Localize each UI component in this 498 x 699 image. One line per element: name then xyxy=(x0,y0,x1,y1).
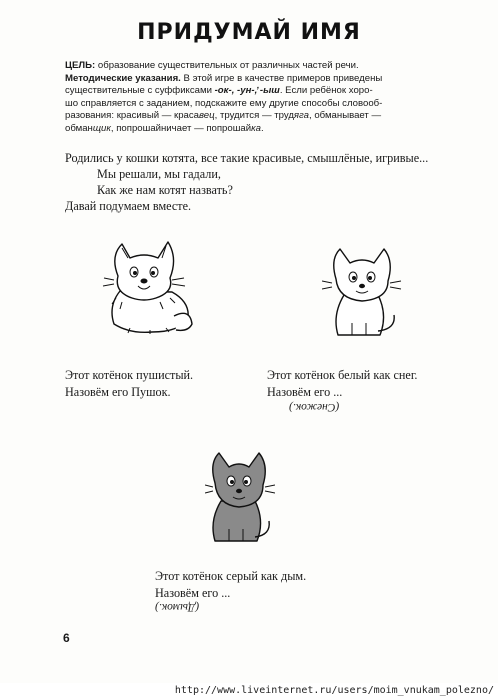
poem-block xyxy=(65,150,465,214)
suffix-ka: ка xyxy=(251,122,261,134)
cat-2-caption xyxy=(267,367,417,401)
example-obmanshchik: обман xyxy=(65,122,93,134)
example-obman: , обманывает — xyxy=(309,110,382,122)
page-title: ПРИДУМАЙ ИМЯ xyxy=(137,20,361,45)
method-text: В этой игре в качестве примеров приведены xyxy=(180,72,383,84)
cat-3-caption xyxy=(155,568,306,602)
method-line-4: шо справляется с заданием, подскажите ему другие способы словооб- xyxy=(65,97,383,109)
cat-3-answer: (Дымок.) xyxy=(155,601,200,613)
example-poproshayka: , попрошайничает — попрошай xyxy=(110,122,252,134)
suffix-line xyxy=(65,85,450,98)
cat-1-caption-line-1: Этот котёнок пушистый. xyxy=(65,368,194,382)
suffix-line-end: . Если ребёнок хоро- xyxy=(279,85,373,97)
goal-text: образование существительных от различных частей речи. xyxy=(95,60,359,71)
cat-1-caption xyxy=(65,367,193,401)
goal-line xyxy=(65,60,450,73)
cat-2-answer: (Снежок.) xyxy=(289,401,340,413)
suffix-shchik: щик xyxy=(92,122,111,134)
method-label: Методические указания. xyxy=(65,72,181,84)
cat-3-caption-line-1: Этот котёнок серый как дым. xyxy=(155,569,307,583)
poem-line-3: Как же нам котят назвать? xyxy=(97,183,233,197)
instructions-block xyxy=(65,60,450,136)
suffix-vets: вец xyxy=(199,110,215,122)
white-cat-icon xyxy=(322,243,402,343)
example-trudyaga: , трудится — труд xyxy=(214,110,294,122)
method-line xyxy=(65,73,450,86)
cat-1-caption-line-2: Назовём его Пушок. xyxy=(65,385,171,399)
example-end: . xyxy=(261,122,264,134)
poem-line-1: Родились у кошки котята, все такие красивые, смышлёные, игривые... xyxy=(65,151,429,165)
poem-line-2: Мы решали, мы гадали, xyxy=(97,167,221,181)
suffix-yaga: яга xyxy=(293,110,310,122)
source-url-link[interactable]: http://www.liveinternet.ru/users/moim_vnukam_polezno/ xyxy=(0,683,498,699)
examples-line-2 xyxy=(65,123,450,136)
example-krasavets: разования: красивый — краса xyxy=(65,110,199,122)
examples-line-1 xyxy=(65,110,450,123)
cat-2-caption-line-1: Этот котёнок белый как снег. xyxy=(267,368,418,382)
goal-label: ЦЕЛЬ: xyxy=(65,60,96,71)
cat-3-caption-line-2: Назовём его ... xyxy=(155,586,231,600)
gray-cat-icon xyxy=(205,447,275,547)
suffix-line-start: существительные с суффиксами xyxy=(65,85,215,97)
fluffy-cat-icon xyxy=(100,236,195,336)
cat-2-caption-line-2: Назовём его ... xyxy=(267,385,343,399)
poem-line-4: Давай подумаем вместе. xyxy=(65,199,192,213)
suffix-list: -ок-, -ун-,̓ -ыш xyxy=(214,85,280,97)
page-number: 6 xyxy=(63,631,70,645)
